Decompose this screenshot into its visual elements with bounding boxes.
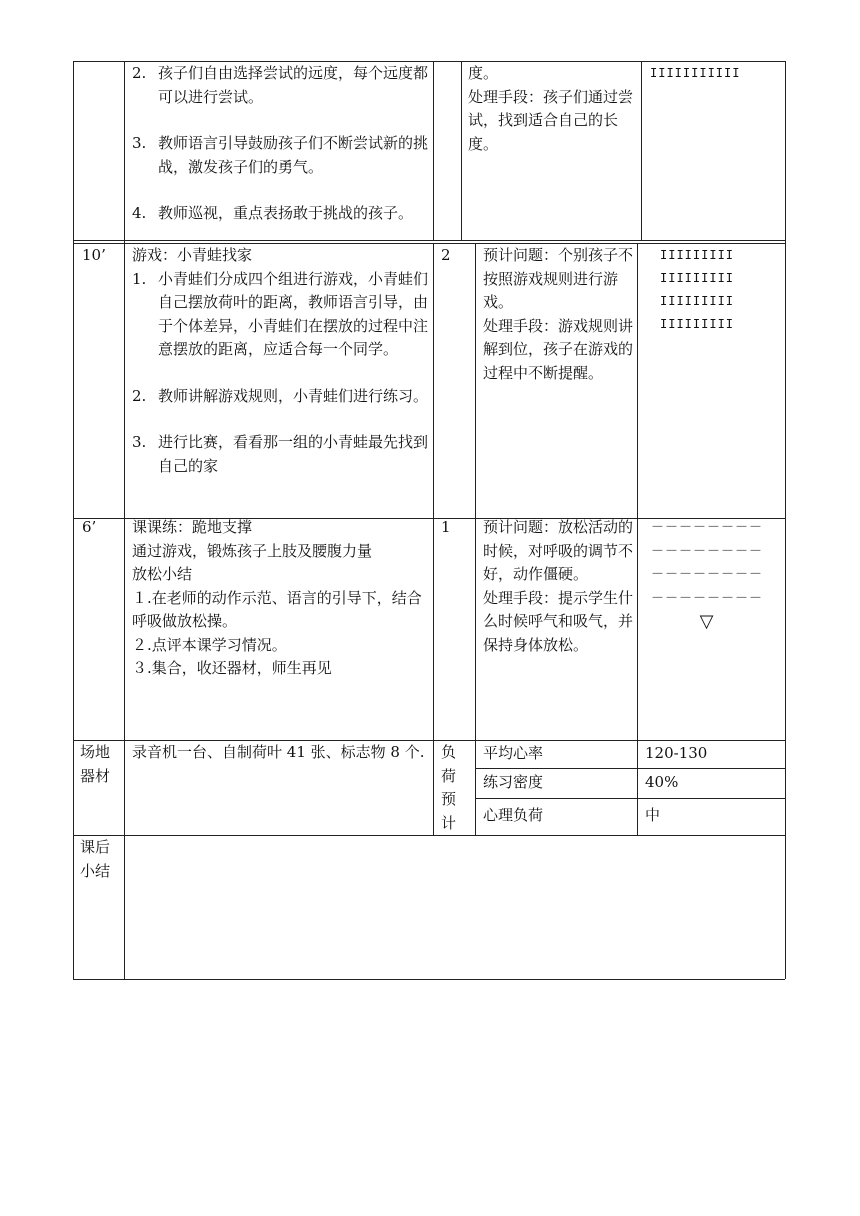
activity-title: 游戏：小青蛙找家: [132, 246, 253, 264]
summary-content[interactable]: [132, 836, 772, 976]
row1-notes: 度。 处理手段：孩子们通过尝试，找到适合自己的长度。: [468, 64, 634, 153]
row2-count: 2: [441, 246, 451, 264]
metric-value: 120-130: [645, 744, 708, 762]
row1-formation: IIIIIIIIIII: [650, 66, 741, 80]
teacher-position-icon: ▽: [699, 611, 715, 632]
row3-formation: －－－－－－－－ －－－－－－－－ －－－－－－－－ －－－－－－－－ ▽: [651, 516, 771, 634]
list-item: 3. 教师语言引导鼓励孩子们不断尝试新的挑战，激发孩子们的勇气。: [132, 134, 429, 176]
load-label: 负荷预计: [441, 743, 457, 832]
list-item: 1. 小青蛙们分成四个组进行游戏，小青蛙们自己摆放荷叶的距离，教师语言引导，由于个体差异，小青蛙们在摆放的过程中注意摆放的距离，应适合每一个同学。: [132, 269, 429, 358]
row3-notes: 预计问题：放松活动的时候，对呼吸的调节不好，动作僵硬。 处理手段：提示学生什么时候呼气和吸气，并保持身体放松。: [483, 518, 634, 654]
metric-name: 练习密度: [483, 773, 544, 791]
metric-value: 40%: [645, 773, 679, 791]
equipment-label: 场地器材: [80, 743, 111, 785]
metric-value: 中: [645, 806, 661, 824]
row2-notes: 预计问题：个别孩子不按照游戏规则进行游戏。 处理手段：游戏规则讲解到位，孩子在游戏的过程中不断提醒。: [483, 246, 634, 382]
equipment-list: 录音机一台、自制荷叶 41 张、标志物 8 个.: [132, 743, 425, 761]
list-item: 2. 孩子们自由选择尝试的远度，每个远度都可以进行尝试。: [132, 64, 429, 106]
row3-activity: 课课练：跪地支撑 通过游戏，锻炼孩子上肢及腰腹力量 放松小结 １.在老师的动作示范、语言的引导下，结合呼吸做放松操。 ２.点评本课学习情况。 ３.集合，收还器材，师生再见: [132, 518, 422, 677]
row2-time: 10’: [82, 246, 106, 264]
summary-label: 课后小结: [80, 838, 111, 880]
list-item: 3. 进行比赛，看看那一组的小青蛙最先找到自己的家: [132, 433, 429, 475]
list-item: 4. 教师巡视，重点表扬敢于挑战的孩子。: [132, 204, 414, 222]
row2-activity: [132, 244, 428, 478]
row2-formation: IIIIIIIII IIIIIIIII IIIIIIIII IIIIIIIII: [660, 248, 735, 331]
row1-activity-list: [132, 62, 428, 226]
row3-count: 1: [441, 518, 451, 536]
metric-name: 平均心率: [483, 744, 544, 762]
row3-time: 6’: [82, 518, 97, 536]
list-item: 2. 教师讲解游戏规则，小青蛙们进行练习。: [132, 386, 429, 405]
metric-name: 心理负荷: [483, 806, 544, 824]
